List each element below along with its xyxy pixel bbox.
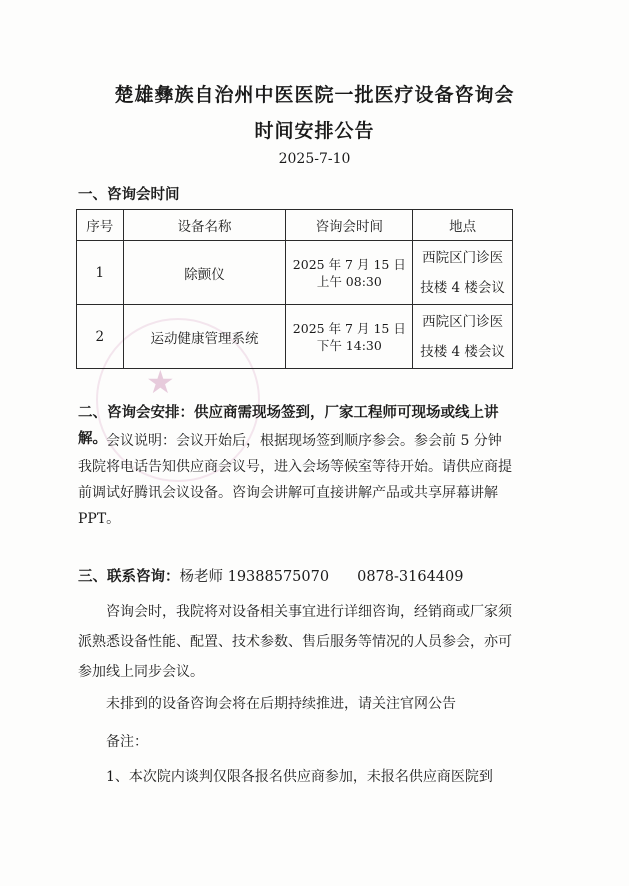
row-time bbox=[286, 305, 413, 369]
follow-up-note: 未排到的设备咨询会将在后期持续推进，请关注官网公告 bbox=[106, 696, 456, 712]
header-location: 地点 bbox=[413, 210, 513, 241]
row-location-line2: 技楼 4 楼会议 bbox=[420, 343, 505, 360]
header-no: 序号 bbox=[77, 210, 124, 241]
row-location-line1: 西院区门诊医 bbox=[422, 313, 504, 330]
row-no: 1 bbox=[77, 241, 124, 305]
row-location bbox=[413, 241, 513, 305]
row-date: 2025 年 7 月 15 日 bbox=[292, 256, 406, 272]
row-location bbox=[413, 305, 513, 369]
meeting-note: 会议说明：会议开始后，根据现场签到顺序参会。参会前 5 分钟我院将电话告知供应商会议号，进入会场等候室等待开始。请供应商提前调试好腾讯会议设备。咨询会讲解可直接讲解产品或共享屏幕讲解 PPT。 bbox=[78, 433, 512, 527]
row-device: 除颤仪 bbox=[123, 241, 286, 305]
row-date: 2025 年 7 月 15 日 bbox=[292, 320, 406, 336]
schedule-table bbox=[76, 209, 513, 369]
row-location-line2: 技楼 4 楼会议 bbox=[420, 279, 505, 296]
header-time: 咨询会时间 bbox=[286, 210, 413, 241]
row-clock: 下午 14:30 bbox=[316, 337, 382, 353]
notice-date: 2025-7-10 bbox=[278, 151, 351, 167]
consult-paragraph: 咨询会时，我院将对设备相关事宜进行详细咨询，经销商或厂家须派熟悉设备性能、配置、技术参数、售后服务等情况的人员参会，亦可参加线上同步会议。 bbox=[78, 604, 512, 680]
row-no: 2 bbox=[77, 305, 124, 369]
table-header-row bbox=[77, 210, 513, 241]
section-1-heading: 一、咨询会时间 bbox=[78, 186, 180, 203]
section-3-heading: 三、联系咨询： bbox=[78, 568, 180, 585]
seal-star-icon: ★ bbox=[146, 363, 175, 401]
section-3-line bbox=[78, 564, 513, 590]
office-phone: 0878-3164409 bbox=[357, 569, 464, 585]
title-line-2: 时间安排公告 bbox=[254, 120, 375, 142]
contact-person: 杨老师 19388575070 bbox=[179, 569, 330, 585]
table-row bbox=[77, 241, 513, 305]
table-row bbox=[77, 305, 513, 369]
row-time bbox=[286, 241, 413, 305]
note-item-1: 1、本次院内谈判仅限各报名供应商参加，未报名供应商医院到 bbox=[106, 769, 493, 785]
row-clock: 上午 08:30 bbox=[316, 273, 382, 289]
row-device: 运动健康管理系统 bbox=[123, 305, 286, 369]
remark-label: 备注： bbox=[106, 734, 148, 750]
section-2-heading: 二、咨询会安排：供应商需现场签到，厂家工程师可现场或线上讲解。 bbox=[78, 404, 499, 447]
row-location-line1: 西院区门诊医 bbox=[422, 249, 504, 266]
title-line-1: 楚雄彝族自治州中医医院一批医疗设备咨询会 bbox=[114, 84, 515, 106]
header-device: 设备名称 bbox=[123, 210, 286, 241]
